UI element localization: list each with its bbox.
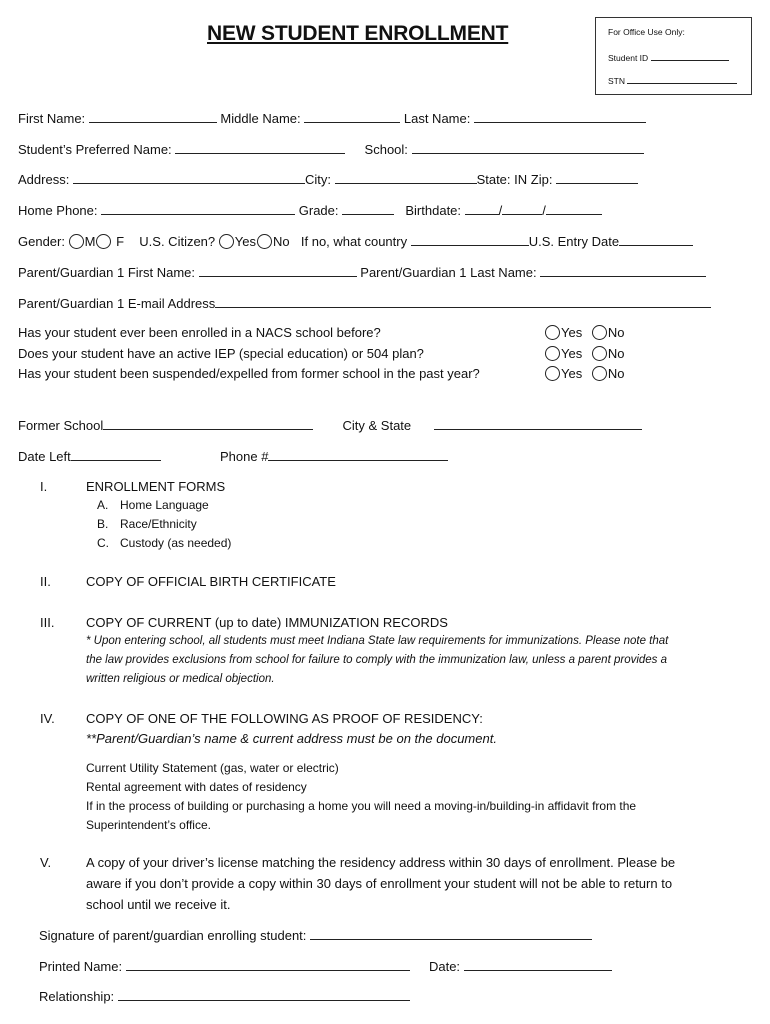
question-3-text: Has your student been suspended/expelled from former school in the past year? <box>18 366 480 381</box>
printed-name-field[interactable] <box>126 958 410 971</box>
former-school-label: Former School <box>18 418 104 433</box>
zip-label: Zip: <box>530 172 553 187</box>
q1-no-radio[interactable] <box>592 325 607 340</box>
q1-yes-label: Yes <box>561 325 583 340</box>
stn-label: STN <box>608 76 625 86</box>
section-2-number: II. <box>40 574 51 589</box>
section-3-note-line-3: written religious or medical objection. <box>86 673 275 685</box>
section-4-note: **Parent/Guardian’s name & current address must be on the document. <box>86 731 497 746</box>
guardian-last-field[interactable] <box>540 264 706 277</box>
gender-label: Gender: <box>18 234 65 249</box>
question-1-options <box>545 325 624 340</box>
printed-name-label: Printed Name: <box>39 959 123 974</box>
citizen-no-label: No <box>273 234 290 249</box>
relationship-field[interactable] <box>118 988 410 1001</box>
q3-no-label: No <box>607 366 625 381</box>
citizen-yes-label: Yes <box>234 234 256 249</box>
guardian-email-field[interactable] <box>215 295 711 308</box>
question-3-options <box>545 366 624 381</box>
guardian-first-field[interactable] <box>199 264 357 277</box>
date-field[interactable] <box>464 958 612 971</box>
q2-yes-radio[interactable] <box>545 346 560 361</box>
address-field[interactable] <box>73 171 305 184</box>
section-4-line-2: Rental agreement with dates of residency <box>86 780 307 794</box>
date-label: Date: <box>428 959 461 974</box>
section-1-item-b-letter: B. <box>97 517 109 531</box>
guardian-email-label: Parent/Guardian 1 E-mail Address <box>18 296 216 311</box>
birth-year-field[interactable] <box>546 202 602 215</box>
page-title: NEW STUDENT ENROLLMENT <box>207 22 509 45</box>
guardian-first-label: Parent/Guardian 1 First Name: <box>18 265 196 280</box>
q3-yes-label: Yes <box>561 366 583 381</box>
section-5-line-2: aware if you don’t provide a copy within 30 days of enrollment your student will not be able to return to <box>86 876 673 891</box>
city-state-field[interactable] <box>434 417 642 430</box>
zip-field[interactable] <box>556 171 638 184</box>
entry-date-label: U.S. Entry Date <box>528 234 620 249</box>
student-id-row <box>608 52 729 63</box>
state-label: State: IN <box>476 172 528 187</box>
guardian-email-row <box>18 295 711 311</box>
grade-label: Grade: <box>298 203 339 218</box>
name-row <box>18 110 646 126</box>
city-field[interactable] <box>335 171 477 184</box>
birth-month-field[interactable] <box>465 202 499 215</box>
citizen-no-radio[interactable] <box>257 234 272 249</box>
section-1-item-b: Race/Ethnicity <box>120 517 197 531</box>
birth-day-field[interactable] <box>502 202 542 215</box>
address-row <box>18 171 638 187</box>
birthdate-label: Birthdate: <box>405 203 462 218</box>
q2-no-label: No <box>607 346 625 361</box>
country-field[interactable] <box>411 233 529 246</box>
gender-m-radio[interactable] <box>69 234 84 249</box>
section-1-item-c-letter: C. <box>97 536 109 550</box>
date-left-label: Date Left <box>18 449 71 464</box>
section-1-item-a: Home Language <box>120 498 209 512</box>
former-school-field[interactable] <box>103 417 313 430</box>
office-use-box <box>595 17 752 95</box>
section-5-line-1: A copy of your driver’s license matching the residency address within 30 days of enrollment. Please be <box>86 855 676 870</box>
phone-grade-row <box>18 202 602 218</box>
q3-no-radio[interactable] <box>592 366 607 381</box>
preferred-name-label: Student’s Preferred Name: <box>18 142 172 157</box>
city-state-label: City & State <box>342 418 412 433</box>
question-2-text: Does your student have an active IEP (special education) or 504 plan? <box>18 346 424 361</box>
date-slash: / <box>542 203 546 218</box>
school-label: School: <box>364 142 408 157</box>
section-3-number: III. <box>40 615 55 630</box>
section-2-title: COPY OF OFFICIAL BIRTH CERTIFICATE <box>86 574 336 589</box>
relationship-label: Relationship: <box>39 989 115 1004</box>
signature-field[interactable] <box>310 927 592 940</box>
stn-field[interactable] <box>627 75 737 84</box>
grade-field[interactable] <box>342 202 394 215</box>
question-2-options <box>545 346 624 361</box>
preferred-name-field[interactable] <box>175 141 345 154</box>
school-field[interactable] <box>412 141 644 154</box>
phone-field[interactable] <box>268 448 448 461</box>
home-phone-field[interactable] <box>101 202 295 215</box>
stn-row <box>608 75 737 86</box>
date-left-field[interactable] <box>71 448 161 461</box>
guardian-last-label: Parent/Guardian 1 Last Name: <box>360 265 537 280</box>
gender-f-label: F <box>116 234 125 249</box>
student-id-field[interactable] <box>651 52 729 61</box>
first-name-field[interactable] <box>89 110 217 123</box>
section-3-note-line-1: * Upon entering school, all students must meet Indiana State law requirements for immunizations. Please note that <box>86 635 669 647</box>
student-id-label: Student ID <box>608 53 649 63</box>
q1-yes-radio[interactable] <box>545 325 560 340</box>
section-3-title: COPY OF CURRENT (up to date) IMMUNIZATION RECORDS <box>86 615 448 630</box>
middle-name-label: Middle Name: <box>220 111 301 126</box>
gender-citizen-row <box>18 233 693 249</box>
section-4-line-4: Superintendent’s office. <box>86 818 211 832</box>
office-use-heading: For Office Use Only: <box>608 27 685 37</box>
printed-name-row <box>39 958 612 974</box>
date-slash: / <box>498 203 503 218</box>
citizen-label: U.S. Citizen? <box>139 234 216 249</box>
section-1-title: ENROLLMENT FORMS <box>86 479 226 494</box>
section-1-item-c: Custody (as needed) <box>120 536 232 550</box>
section-1-item-a-letter: A. <box>97 498 109 512</box>
home-phone-label: Home Phone: <box>18 203 98 218</box>
signature-label: Signature of parent/guardian enrolling student: <box>39 928 307 943</box>
date-left-row <box>18 448 448 464</box>
city-label: City: <box>304 172 331 187</box>
q2-no-radio[interactable] <box>592 346 607 361</box>
gender-m-label: M <box>84 234 96 249</box>
section-5-line-3: school until we receive it. <box>86 897 231 912</box>
q2-yes-label: Yes <box>561 346 583 361</box>
gender-f-radio[interactable] <box>96 234 111 249</box>
phone-label: Phone # <box>220 449 269 464</box>
guardian-name-row <box>18 264 706 280</box>
entry-date-field[interactable] <box>619 233 693 246</box>
citizen-yes-radio[interactable] <box>219 234 234 249</box>
address-label: Address: <box>18 172 70 187</box>
middle-name-field[interactable] <box>304 110 400 123</box>
section-4-line-1: Current Utility Statement (gas, water or electric) <box>86 761 339 775</box>
first-name-label: First Name: <box>18 111 86 126</box>
section-4-number: IV. <box>40 711 55 726</box>
q1-no-label: No <box>607 325 625 340</box>
last-name-label: Last Name: <box>403 111 471 126</box>
last-name-field[interactable] <box>474 110 646 123</box>
former-school-row <box>18 417 642 433</box>
question-1-text: Has your student ever been enrolled in a NACS school before? <box>18 325 381 340</box>
country-label: If no, what country <box>300 234 408 249</box>
signature-row <box>39 927 592 943</box>
relationship-row <box>39 988 410 1004</box>
q3-yes-radio[interactable] <box>545 366 560 381</box>
section-1-number: I. <box>40 479 48 494</box>
section-4-title: COPY OF ONE OF THE FOLLOWING AS PROOF OF RESIDENCY: <box>86 711 483 726</box>
section-4-line-3: If in the process of building or purchasing a home you will need a moving-in/building-in affidavit from the <box>86 799 637 813</box>
section-3-note-line-2: the law provides exclusions from school for failure to comply with the immunization law, unless a parent provides a <box>86 654 668 666</box>
preferred-school-row <box>18 141 644 157</box>
section-5-number: V. <box>40 855 52 870</box>
